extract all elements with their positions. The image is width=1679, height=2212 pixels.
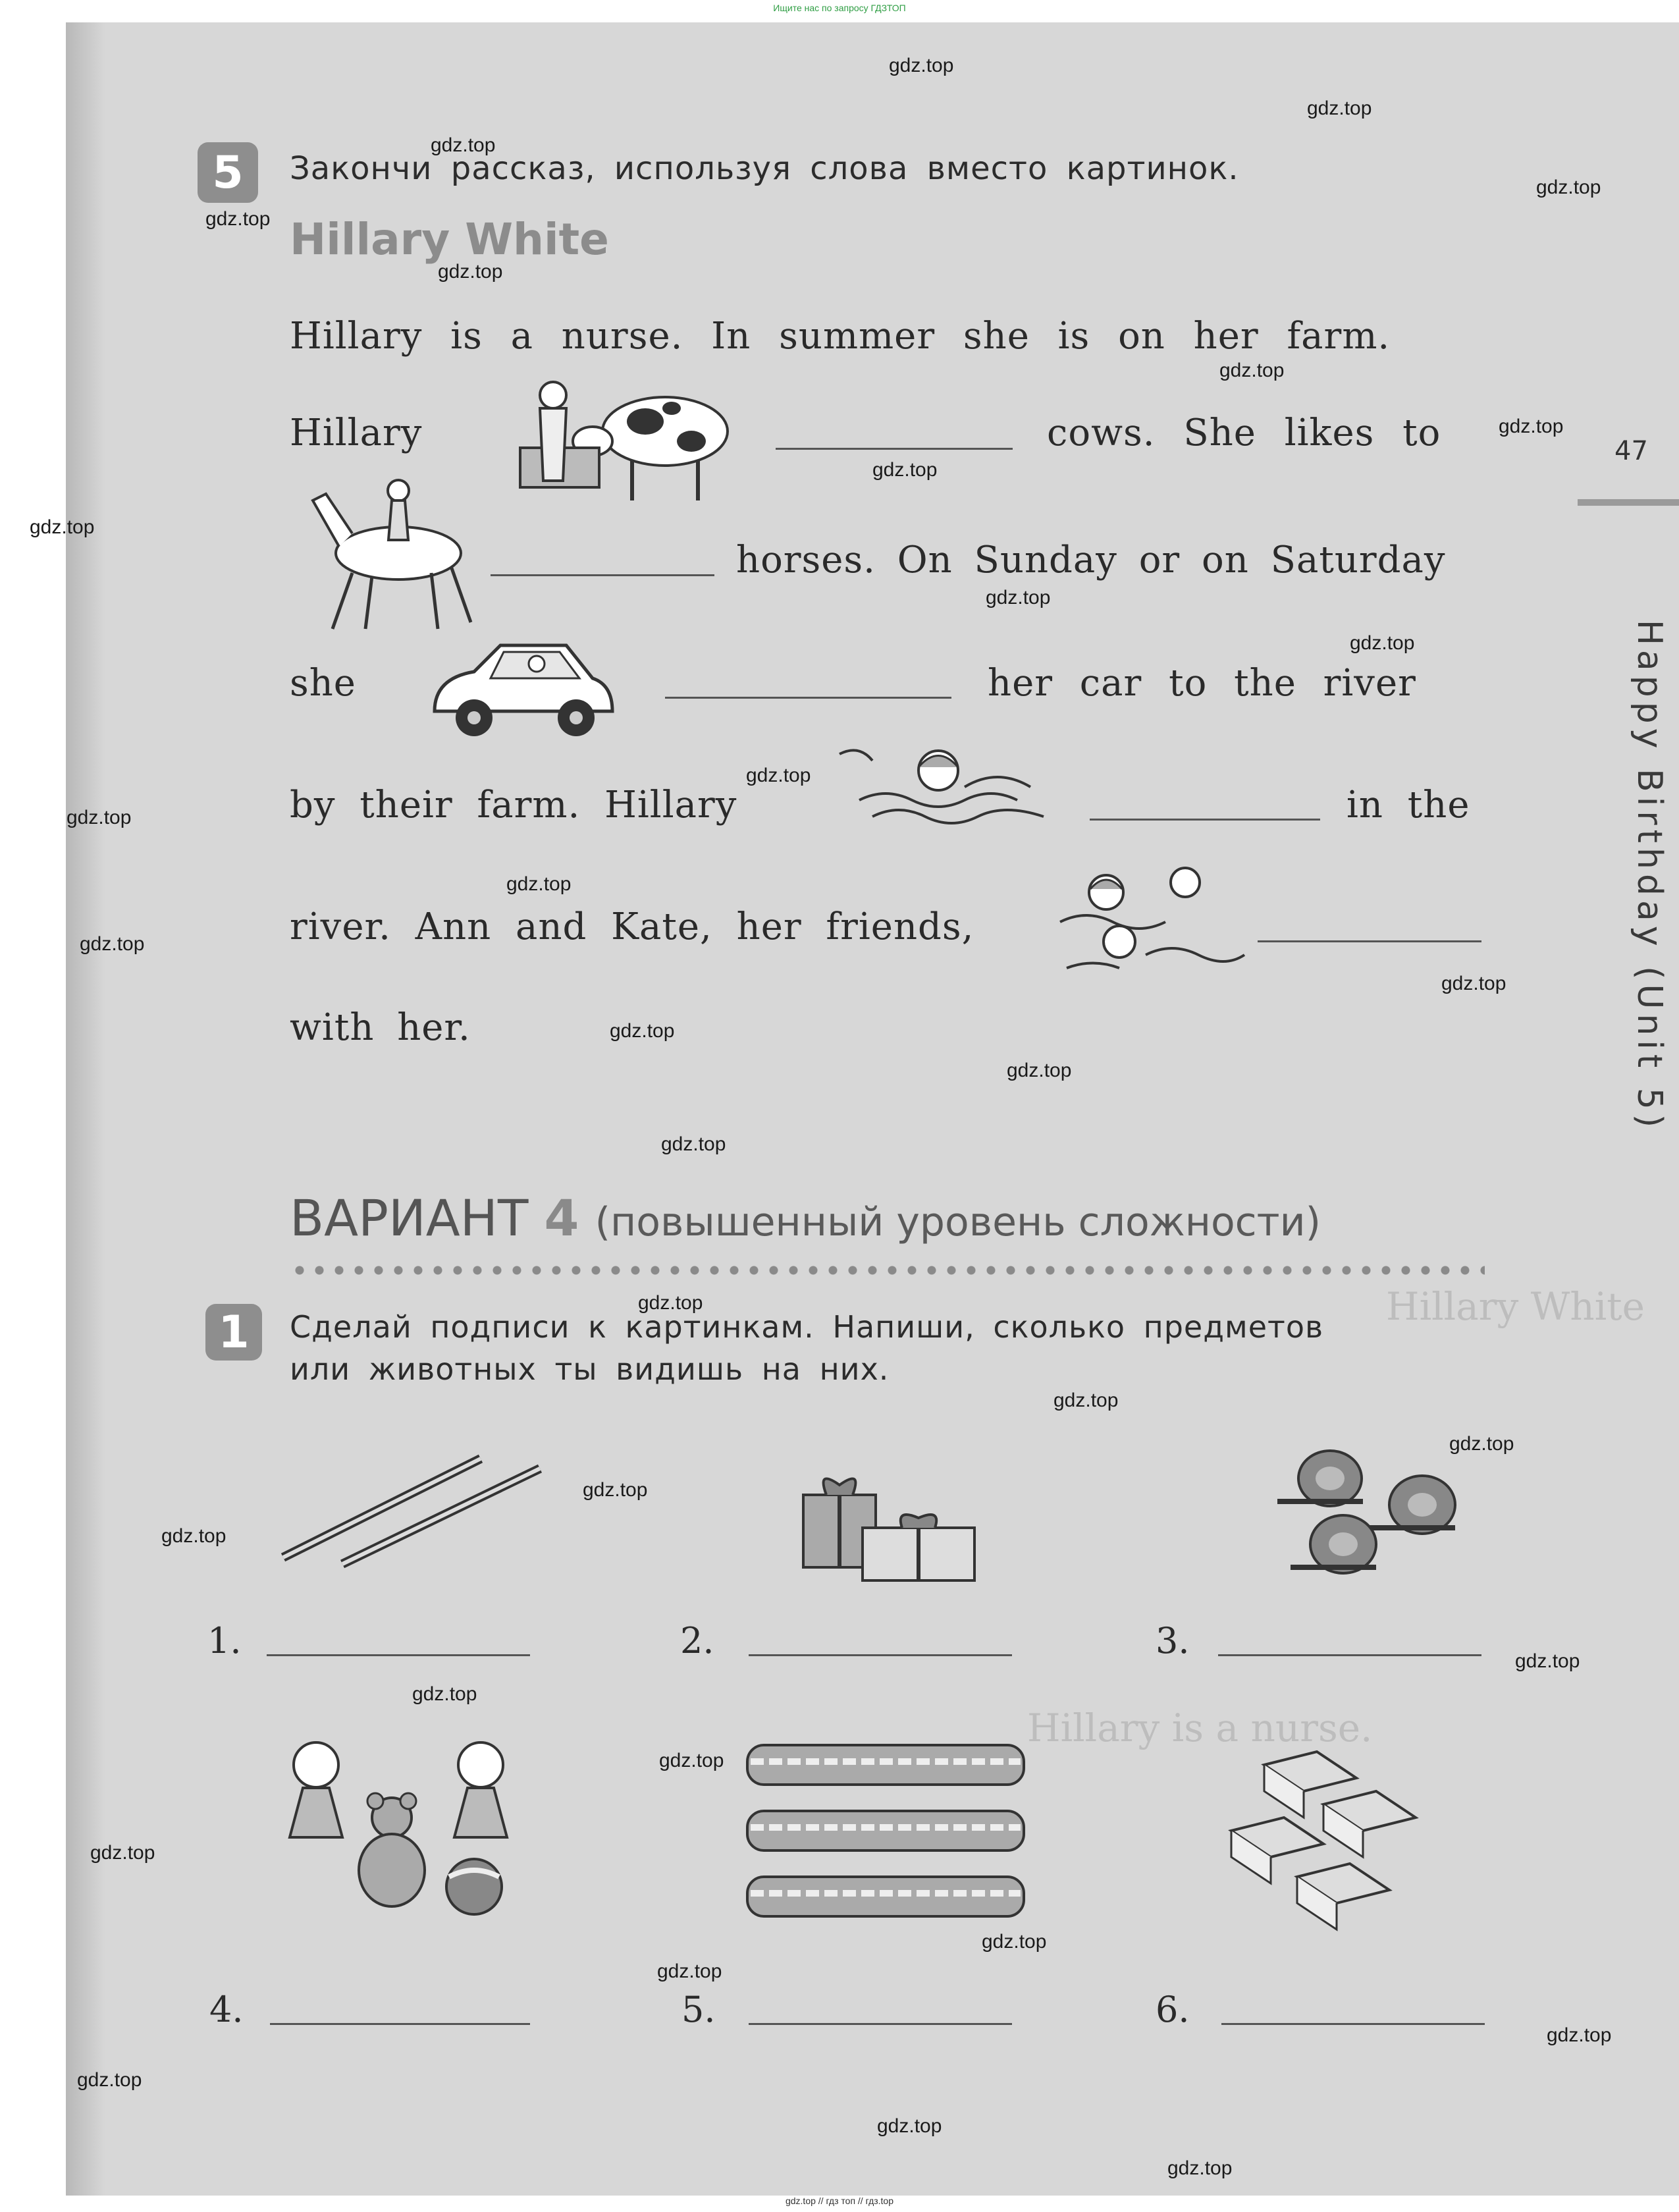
- label-blank-1[interactable]: [267, 1654, 530, 1656]
- watermark: gdz.top: [657, 1960, 722, 1982]
- watermark: gdz.top: [986, 587, 1051, 608]
- watermark: gdz.top: [506, 873, 572, 895]
- watermark: gdz.top: [1307, 97, 1372, 119]
- watermark: gdz.top: [1350, 632, 1415, 654]
- watermark: gdz.top: [205, 208, 271, 230]
- gift-boxes-illustration: [797, 1455, 981, 1587]
- variant-title: ВАРИАНТ: [290, 1189, 529, 1247]
- item-number-4: 4.: [209, 1989, 244, 2030]
- woman-feeding-cow-illustration: [500, 369, 751, 527]
- item-number-6: 6.: [1156, 1989, 1190, 2030]
- side-rule: [1578, 499, 1679, 506]
- two-swimmers-illustration: [1053, 863, 1251, 981]
- watermark: gdz.top: [80, 933, 145, 955]
- snails-illustration: [1264, 1436, 1475, 1587]
- watermark: gdz.top: [1449, 1433, 1514, 1455]
- item-number-1: 1.: [207, 1620, 242, 1661]
- trains-illustration: [741, 1732, 1030, 1929]
- swimmer-illustration: [833, 741, 1057, 840]
- watermark: gdz.top: [67, 807, 132, 828]
- answer-blank-3[interactable]: [665, 697, 951, 699]
- watermark: gdz.top: [1441, 973, 1506, 994]
- story-line-6: river. Ann and Kate, her friends,: [290, 905, 974, 948]
- watermark: gdz.top: [1167, 2157, 1233, 2179]
- watermark: gdz.top: [877, 2115, 942, 2137]
- watermark: gdz.top: [659, 1750, 724, 1771]
- story-line-7: with her.: [290, 1006, 471, 1049]
- watermark: gdz.top: [638, 1292, 703, 1314]
- tables-illustration: [1225, 1745, 1422, 1943]
- sticks-illustration: [270, 1452, 546, 1571]
- watermark: gdz.top: [161, 1525, 227, 1547]
- task-1-instruction-line-2: или животных ты видишь на них.: [290, 1351, 890, 1387]
- bleed-text: Hillary is a nurse.: [1027, 1706, 1373, 1750]
- answer-blank-5[interactable]: [1258, 940, 1481, 942]
- watermark: gdz.top: [77, 2069, 142, 2091]
- task-5-instruction: Закончи рассказ, используя слова вместо картинок.: [290, 150, 1239, 187]
- task-1-number-badge: 1: [205, 1304, 262, 1361]
- story-line-5a: by their farm. Hillary: [290, 784, 737, 826]
- story-line-4a: she: [290, 662, 356, 705]
- story-line-5b: in the: [1346, 784, 1470, 826]
- unit-side-title: Happy Birthday (Unit 5): [1630, 619, 1669, 1133]
- story-line-2a: Hillary: [290, 412, 423, 454]
- watermark: gdz.top: [583, 1479, 648, 1501]
- answer-blank-2[interactable]: [491, 574, 714, 576]
- label-blank-5[interactable]: [749, 2023, 1012, 2025]
- watermark: gdz.top: [1219, 360, 1285, 381]
- watermark: gdz.top: [1499, 416, 1564, 437]
- page-number: 47: [1614, 436, 1648, 466]
- story-title: Hillary White: [290, 214, 609, 265]
- label-blank-3[interactable]: [1218, 1654, 1481, 1656]
- watermark: gdz.top: [438, 261, 503, 283]
- footer-note[interactable]: gdz.top // гдз топ // гдз.top: [785, 2196, 894, 2206]
- watermark: gdz.top: [412, 1683, 477, 1705]
- variant-subtitle: (повышенный уровень сложности): [595, 1199, 1321, 1245]
- watermark: gdz.top: [982, 1931, 1047, 1953]
- story-line-4b: her car to the river: [988, 662, 1416, 705]
- story-line-2b: cows. She likes to: [1047, 412, 1441, 454]
- watermark: gdz.top: [90, 1842, 155, 1864]
- watermark: gdz.top: [610, 1020, 675, 1042]
- watermark: gdz.top: [30, 516, 95, 538]
- bleed-text: Hillary White: [1386, 1284, 1645, 1329]
- answer-blank-4[interactable]: [1090, 819, 1320, 821]
- label-blank-2[interactable]: [749, 1654, 1012, 1656]
- watermark: gdz.top: [889, 55, 954, 76]
- watermark: gdz.top: [1536, 176, 1601, 198]
- book-spine-shadow: [66, 22, 105, 2196]
- car-driver-illustration: [421, 626, 619, 751]
- watermark: gdz.top: [1053, 1389, 1119, 1411]
- variant-heading: [290, 1189, 1321, 1247]
- dotted-divider: [290, 1264, 1485, 1276]
- top-search-note[interactable]: Ищите нас по запросу ГДЗТОП: [773, 3, 906, 13]
- story-line-3: horses. On Sunday or on Saturday: [736, 539, 1446, 581]
- watermark: gdz.top: [1515, 1650, 1580, 1672]
- item-number-5: 5.: [681, 1989, 716, 2030]
- item-number-3: 3.: [1156, 1620, 1190, 1661]
- toys-dolls-bear-ball-illustration: [277, 1732, 540, 1923]
- watermark: gdz.top: [746, 765, 811, 786]
- horse-rider-illustration: [300, 474, 484, 639]
- story-line-1: Hillary is a nurse. In summer she is on her farm.: [290, 315, 1391, 358]
- watermark: gdz.top: [661, 1133, 726, 1155]
- label-blank-4[interactable]: [270, 2023, 530, 2025]
- watermark: gdz.top: [1007, 1060, 1072, 1081]
- answer-blank-1[interactable]: [776, 448, 1013, 450]
- variant-number: 4: [544, 1189, 579, 1247]
- task-5-number-badge: 5: [198, 142, 258, 203]
- label-blank-6[interactable]: [1221, 2023, 1485, 2025]
- task-1-instruction-line-1: Сделай подписи к картинкам. Напиши, сколько предметов: [290, 1309, 1324, 1345]
- item-number-2: 2.: [680, 1620, 714, 1661]
- watermark: gdz.top: [872, 459, 938, 481]
- watermark: gdz.top: [431, 134, 496, 156]
- watermark: gdz.top: [1547, 2024, 1612, 2046]
